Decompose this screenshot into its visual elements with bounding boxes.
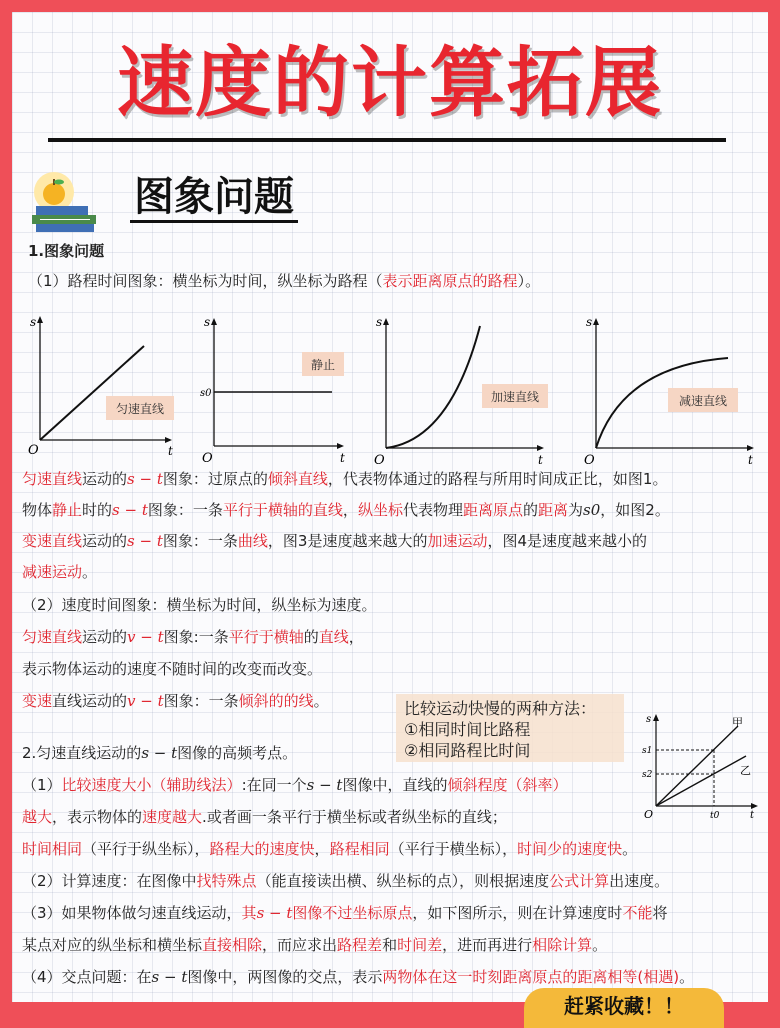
line-8 (22, 658, 322, 680)
text: 代表物理 (402, 501, 463, 519)
text: 图像中，直线的 (342, 776, 448, 794)
text: 图象：过原点的 (162, 470, 268, 488)
highlight: 时间差 (397, 936, 443, 954)
highlight: 倾斜的的线 (238, 692, 314, 710)
line-2 (22, 468, 667, 490)
axis-s-label: s (646, 714, 652, 725)
text: 。 (592, 936, 608, 954)
math: v − t (127, 692, 164, 710)
highlight: 比较速度大小（辅助线法） (61, 776, 242, 794)
highlight: 曲线 (237, 532, 268, 550)
line-13 (22, 870, 669, 892)
line-9 (22, 690, 329, 712)
text: （3）如果物体做匀速直线运动， (22, 904, 242, 922)
axis-s-label: s (586, 315, 593, 329)
text: ，图3是速度越来越大的 (267, 532, 428, 550)
line-4 (22, 530, 647, 552)
text: 出速度。 (609, 872, 670, 890)
highlight: 匀速直线 (22, 470, 83, 488)
text: 和 (382, 936, 398, 954)
line-11 (22, 806, 507, 828)
axis-s-label: s (30, 315, 37, 329)
text: 图象：一条 (163, 692, 239, 710)
text: 运动的 (82, 628, 128, 646)
text: 的 (522, 501, 538, 519)
text: 。 (82, 563, 98, 581)
math: s − t (151, 968, 188, 986)
document-sheet (12, 12, 768, 1018)
highlight: 加速运动 (427, 532, 488, 550)
text: 某点对应的纵坐标和横坐标 (22, 936, 203, 954)
method-1: ①相同时间比路程 (404, 720, 531, 739)
text: （2）计算速度：在图像中 (22, 872, 197, 890)
highlight: 距离 (538, 501, 569, 519)
method-2: ②相同路程比时间 (404, 741, 531, 760)
comparison-figure (642, 712, 762, 822)
highlight: 时间相同 (22, 840, 83, 858)
text: （1）路程时间图象：横坐标为时间，纵坐标为路程（ (28, 272, 383, 290)
highlight: 越大 (22, 808, 53, 826)
line-3 (22, 499, 670, 521)
books-apple-icon (30, 164, 102, 238)
highlight: 公式计算 (549, 872, 610, 890)
text: ， (342, 501, 358, 519)
highlight: 倾斜程度（斜率） (447, 776, 568, 794)
text: 2.匀速直线运动的 (22, 744, 142, 762)
text: 运动的 (82, 532, 128, 550)
text: 运动的 (82, 470, 128, 488)
text: ，代表物体通过的路程与所用时间成正比，如图1。 (327, 470, 668, 488)
graph-4-tag: 减速直线 (678, 394, 728, 408)
highlight: 静止 (52, 501, 83, 519)
text: 图像中，两图像的交点，表示 (187, 968, 383, 986)
highlight: 平行于横轴 (228, 628, 304, 646)
highlight: 平行于横轴的直线 (222, 501, 343, 519)
highlight: 路程相同 (329, 840, 390, 858)
text: ）。 (517, 272, 541, 290)
methods-title: 比较运动快慢的两种方法： (404, 699, 597, 718)
text: 。 (679, 968, 695, 986)
highlight: 两物体在这一时刻距离原点的距离相等(相遇) (382, 968, 680, 986)
text: 图象：一条 (162, 532, 238, 550)
highlight: 时间少的速度快 (517, 840, 623, 858)
line-5 (22, 561, 97, 583)
math: s − t (141, 744, 178, 762)
text: 图象:一条 (163, 628, 229, 646)
origin-label: O (374, 453, 385, 468)
origin-label: O (584, 453, 595, 468)
line-15 (22, 934, 607, 956)
text: （4）交点问题：在 (22, 968, 152, 986)
math: s − t (256, 904, 293, 922)
highlight: 路程差 (337, 936, 383, 954)
origin-label: O (644, 808, 654, 821)
line-1 (28, 270, 540, 292)
text: ，如下图所示，则在计算速度时 (412, 904, 623, 922)
text: （能直接读出横、纵坐标的点），则根据速度 (256, 872, 550, 890)
highlight: 匀速直线 (22, 628, 83, 646)
graph-3-tag: 加速直线 (490, 390, 540, 404)
s1-label: s1 (642, 746, 653, 756)
graph-2-tag: 静止 (310, 358, 336, 372)
heading-1-text: 1.图象问题 (28, 242, 105, 260)
heading-2 (22, 742, 297, 764)
text: （平行于横坐标）， (389, 840, 518, 858)
highlight: 找特殊点 (196, 872, 257, 890)
axis-t-label: t (750, 810, 755, 821)
math: s − t (306, 776, 343, 794)
text: 图像的高频考点。 (177, 744, 298, 762)
graph-decelerating (582, 312, 762, 470)
s2-label: s2 (642, 770, 653, 780)
highlight: 变速直线 (22, 532, 83, 550)
text: ，表示物体的 (52, 808, 143, 826)
page-title: 速度的计算拓展 (117, 38, 663, 127)
axis-t-label: t (168, 444, 173, 458)
methods-note (396, 694, 624, 762)
text: 时的 (82, 501, 113, 519)
text: 的 (303, 628, 319, 646)
axis-t-label: t (748, 453, 753, 467)
graph-stationary (198, 312, 348, 470)
axis-s-label: s (204, 315, 211, 329)
collect-banner: 赶紧收藏！！ (524, 988, 724, 1028)
line-10 (22, 774, 568, 796)
highlight: 倾斜直线 (267, 470, 328, 488)
graph-uniform-motion (28, 312, 178, 470)
line-7 (22, 626, 364, 648)
line-jia-label: 甲 (732, 716, 743, 729)
section-title: 图象问题 (130, 174, 298, 223)
math: s − t (127, 470, 163, 488)
text: 。 (313, 692, 329, 710)
axis-t-label: t (340, 451, 345, 465)
text: （2）速度时间图象：横坐标为时间，纵坐标为速度。 (22, 596, 377, 614)
text: 。 (622, 840, 638, 858)
highlight: 图像不过坐标原点 (292, 904, 413, 922)
axis-t-label: t (538, 453, 543, 467)
highlight: 相除计算 (532, 936, 593, 954)
line-yi-label: 乙 (740, 764, 751, 777)
math: s − t (127, 532, 163, 550)
text: :在同一个 (241, 776, 307, 794)
graph-accelerating (368, 312, 552, 470)
text: ，如图2。 (600, 501, 670, 519)
text: ， (348, 628, 364, 646)
text: ，进而再进行 (442, 936, 533, 954)
text: （1） (22, 776, 62, 794)
text: （平行于纵坐标）， (82, 840, 210, 858)
text: .或者画一条平行于横坐标或者纵坐标的直线； (202, 808, 507, 826)
highlight: 减速运动 (22, 563, 83, 581)
text: ，图4是速度越来越小的 (487, 532, 648, 550)
highlight: 不能 (622, 904, 653, 922)
highlight: 路程大的速度快 (209, 840, 315, 858)
s0-label: s0 (200, 388, 212, 399)
text: ，而应求出 (262, 936, 338, 954)
text: 表示物体运动的速度不随时间的改变而改变。 (22, 660, 323, 678)
text: 直线运动的 (52, 692, 128, 710)
highlight: 直线 (318, 628, 349, 646)
line-14 (22, 902, 667, 924)
graph-1-tag: 匀速直线 (115, 402, 165, 416)
t0-label: t0 (710, 811, 720, 821)
text: 为 (568, 501, 584, 519)
axis-s-label: s (376, 315, 383, 329)
heading-1 (28, 240, 104, 262)
math: s − t (112, 501, 148, 519)
text: 图象：一条 (147, 501, 223, 519)
math: v − t (127, 628, 164, 646)
text: ， (314, 840, 330, 858)
origin-label: O (28, 443, 39, 458)
highlight: 表示距离原点的路程 (382, 272, 518, 290)
math: s0 (583, 501, 601, 519)
highlight: 变速 (22, 692, 53, 710)
highlight: 直接相除 (202, 936, 263, 954)
origin-label: O (202, 451, 213, 466)
highlight: 速度越大 (142, 808, 203, 826)
highlight: 距离原点 (462, 501, 523, 519)
highlight: 纵坐标 (357, 501, 403, 519)
line-16 (22, 966, 694, 988)
text: 将 (652, 904, 668, 922)
title-underline (48, 138, 726, 142)
highlight: 其 (241, 904, 257, 922)
line-6 (22, 594, 377, 616)
line-12 (22, 838, 637, 860)
text: 物体 (22, 501, 53, 519)
